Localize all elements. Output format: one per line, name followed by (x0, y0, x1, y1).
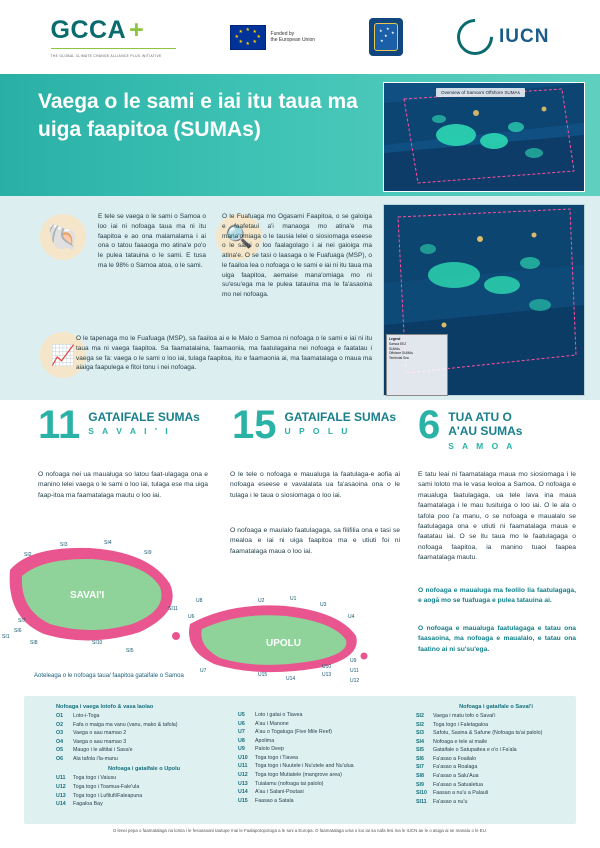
island-map-caption: Aoteleaga o le nofoaga taua/ faapitoa gataifale o Samoa (34, 673, 184, 679)
svg-text:U4: U4 (348, 614, 355, 620)
gcca-wordmark: GCCA (50, 16, 127, 44)
intro-paragraph-1: E tele se vaega o le sami o Samoa o loo iai ni nofoaga taua ma ni itu faapitoa e ao ona malamalama i ai ona o tatou faaaoga mo atina'e po'o le pulea tatauina o le sami. E tusa ma le 98% o Samoa atoa, o le sami. (98, 213, 206, 269)
svg-text:SI4: SI4 (104, 540, 112, 546)
table-row: O3 Vaega o aau mamao 2 (56, 730, 127, 737)
samoa-government-crest (369, 18, 403, 56)
legend-item: Samoa EEZ (389, 341, 407, 346)
table-row: O5 Maugo i le alititai i Sasa'e (56, 747, 133, 754)
logo-bar (0, 0, 600, 74)
svg-text:U15: U15 (258, 672, 268, 678)
offshore-sumas-map (383, 82, 585, 192)
legend-title: Legend (389, 337, 401, 341)
stat-number: 6 (418, 403, 441, 447)
table-spacer (238, 704, 408, 711)
table-row: U13 Tuialamu (nofoaga tai palolo) (238, 780, 324, 787)
stat-savaii (38, 403, 200, 447)
svg-text:SI11: SI11 (168, 606, 178, 612)
svg-text:U8: U8 (196, 598, 203, 604)
table-row: O6 Ala tafola i'la-manu (56, 755, 118, 762)
table-row: U10 Toga togo i Tiavea (238, 754, 298, 761)
table-row: SI6 Fa'asao a Foailalo (416, 755, 477, 762)
samoa-islands-graphic (0, 540, 380, 690)
stat-number: 11 (38, 403, 81, 447)
svg-text:U13: U13 (322, 672, 332, 678)
gcca-tagline: THE GLOBAL CLIMATE CHANGE ALLIANCE PLUS INITIATIVE (50, 54, 162, 58)
stat-upolu (232, 403, 397, 447)
intro-paragraph-2: O le Fuafuaga mo Ogasami Faapitoa, o se galoiga e faafetaui a'i manaoga mo atina'e ma mana'omiaga o le tausia lelei o siosiomaga eseese o le sami o loo faalagolago i ai nei gaioiga ma atina'e. O se tasi o laasaga o le Fuafuaga (MSP), o le faailoa lea o nofoaga o le sami e iai ni itu taua ma uiga faapitoa, aemaise mana'omiaga mo ni su'esu'ega ma le pulea tatauina ma le fa'asaoina mo nei nofoaga. (222, 213, 372, 298)
gcca-logo (51, 16, 176, 58)
table-row: SI2 Vaega i matu tofo o Savai'i (416, 713, 496, 719)
table-row: U8 Apolima (238, 737, 275, 744)
crest-shield-icon: ★ ★ ★ ★ ★ (374, 23, 398, 51)
svg-text:U10: U10 (322, 664, 332, 670)
stat-number: 15 (232, 403, 277, 447)
table-column-savaii (416, 704, 576, 806)
table-row: SI4 Nofoaga e tele ai maile (416, 738, 488, 745)
stat-label: GATAIFALE SUMAs (88, 410, 200, 424)
magnifier-icon: 🔍 (225, 224, 253, 249)
page-title: Vaega o le sami e iai itu taua ma uiga faapitoa (SUMAs) (38, 90, 358, 141)
svg-text:SI9: SI9 (144, 550, 152, 556)
iucn-logo (457, 19, 549, 55)
samoa-highlight-1: O nofoaga e maualuga ma feolilo lia faatulagaga, e aogā mo se fuafuaga e pulea tatauina ai. (418, 587, 576, 605)
offshore-map-graphic (384, 83, 584, 191)
table-row: U5 Loto i gatai o Tiavea (238, 712, 303, 718)
upolu-description-2: O nofoaga e maulalo faatulagaga, sa filifilia ona e tasi se mealoa e iai ni uiga faapitoa ma e utiuti foi ni faamatalaga maua o loo iai. (230, 527, 400, 555)
table-row: SI7 Fa'asao a Roalaga (416, 764, 478, 771)
table-row: SI9 Fa'asao a Satualetua (416, 781, 483, 788)
table-row: U11 Toga togo i Nuutele i Nu'utele and Nu'ulua (238, 763, 354, 770)
eu-flag-icon: ★ ★ ★ ★ ★ ★ ★ ★ (230, 25, 266, 50)
table-column-upolu (238, 704, 408, 805)
table-row: O1 Loto-i-Toga (56, 713, 100, 719)
table-row: U14 A'au i Salani-Poutasi (238, 789, 304, 796)
island-maps (0, 540, 380, 690)
legend-item: Territorial Sea (389, 356, 409, 361)
svg-text:UPOLU: UPOLU (266, 638, 301, 649)
table-heading: Nofoaga i vaega lotofo & vasa laolao (56, 704, 154, 710)
svg-text:SI6: SI6 (14, 628, 22, 634)
stat-samoa (418, 403, 534, 451)
table-row: O2 Fafa o maiga ma vanu (vanu, mako & tafola) (56, 721, 178, 728)
table-row: U6 A'au i Manone (238, 720, 289, 727)
iucn-circle-icon (450, 12, 501, 63)
table-column-offshore (56, 704, 232, 809)
eu-funding-text: Funded by the European Union (270, 30, 316, 43)
shell-icon-wrapper (40, 214, 86, 260)
stat-label: TUA ATU O A'AU SUMAs (448, 410, 523, 439)
savaii-description: O nofoaga nei ua maualuga so latou faat-ulagaga ona e manino lelei vaega o le sami o loo iai, tulaga ese ma uiga faap-itoa ma faamatalaga mautu o loo iai. (38, 471, 208, 499)
table-row: SI2 Toga togo i Faletagaloa (416, 721, 489, 728)
table-row: U12 Toga togo Mutiatele (mangrove area) (238, 772, 342, 779)
table-row: U12 Toga togo i Toamua-Fale'ula (56, 784, 140, 791)
table-row: SI5 Gataifale o Satupaitea e o'o i Fa'ala (416, 747, 517, 754)
table-row: O4 Vaega o aau mamao 3 (56, 738, 127, 745)
svg-text:U9: U9 (350, 658, 357, 664)
table-row: U14 Fagaloa Bay (56, 801, 103, 808)
iucn-wordmark: IUCN (499, 26, 550, 47)
shell-icon: 🐚 (46, 221, 80, 252)
legend-item: SUMAs (389, 346, 400, 351)
svg-text:U2: U2 (258, 598, 265, 604)
table-row: U9 Palolo Deep (238, 746, 284, 753)
svg-text:U7: U7 (200, 668, 207, 674)
table-row: U13 Toga togo i Lufilufi/Faleapuna (56, 792, 143, 799)
legend-item: Offshore SUMAs (389, 351, 413, 356)
samoa-description: E tatu leai ni faamatalaga maua mo siosiomaga i le sami loloto ma le vasa leoloa a Samoa. O nofoaga e maualuga faatulagaga, ua tele lava ina maua faamatalaga i le mau tusituiga o loo iai. O le ala o tafola poo i'a manu, o se nofoaga e maualalo se faatulagaga ona e utiuti ni faamatalaga maua e faatatau iai. O se itu taua mo le faatulagaga o nofoaga faapitoa, ia manino tuaoi faapea faamatalaga mautu. (418, 471, 576, 561)
table-row: U11 Toga togo i Vaiusu (56, 775, 117, 782)
table-row: SI11 Fa'asao a nu'u (416, 798, 468, 805)
table-row: U15 Faasao a Satala (238, 797, 294, 804)
table-row: U7 A'au o Togatuga (Five Mile Reef) (238, 729, 332, 736)
offshore-map-caption: Overview of Samoa's Offshore SUMAs (436, 88, 525, 97)
svg-text:SI2: SI2 (24, 552, 32, 558)
svg-text:SI3: SI3 (60, 542, 68, 548)
samoa-highlight-2: O nofoaga e maualuga faatulagaga e tatau ona faasaoina, ma nofoaga e maualalo, e tatau ona faatino ai ni su'su'ega. (418, 625, 576, 653)
table-row: SI3 Safotu, Sasina & Safune (Nofoaga ta'ai palolo) (416, 730, 543, 737)
intro-paragraph-3: O le tapenaga mo le Fuafuaga (MSP), sa faailoa ai e le Malo o Samoa ni nofoaga o le sami e iai ni itu taua ma ni vaega faapitoa. Sa faamatalaina, faamaonia, ma faatulagaina nei nofoaga e faatatau i vaega se fa: vaega o le sami o loo iai, tulaga faapitoa, itu e faamaonia ai, ma faamatalaga o maua ma aiaiga faapulega e fitoi tonu i nei nofoaga. (76, 335, 372, 372)
stat-locale: S A M O A (448, 440, 516, 451)
gcca-divider (51, 48, 176, 49)
upolu-description-1: O le tele o nofoaga e maualuga la faatulaga-e aofia ai nofoaga eseese e vavalalata ua fa'asaoina ona o le tulaga i le taua o siosiomaga o loo iai. (230, 471, 400, 499)
svg-text:U12: U12 (350, 678, 360, 684)
svg-text:U6: U6 (188, 614, 195, 620)
svg-text:SI1: SI1 (2, 634, 10, 640)
svg-text:SI10: SI10 (92, 640, 103, 646)
chart-icon: 📈 (50, 344, 76, 367)
table-row: SI10 Faasao a nu'u a Palauli (416, 790, 489, 797)
stat-locale: S A V A I ' I (88, 426, 171, 437)
stat-label: GATAIFALE SUMAs (284, 410, 397, 424)
footer-disclaimer: O lenei pepa o faamatalaga na lomia i le fesoasoani tautupe mai le Faalapotopotoga a le Iuni a Europa. O faamatalaga uma o loo iai sa nafa lesi ma le IUCN ae le o atuga ai se manatu o le EU. (112, 828, 488, 833)
table-heading: Nofoaga i gataifale o Savai'i (459, 704, 533, 710)
svg-text:SI7: SI7 (18, 618, 26, 624)
stat-locale: U P O L U (284, 426, 351, 437)
svg-text:U3: U3 (320, 602, 327, 608)
eu-funding-logo (230, 25, 315, 50)
gcca-plus-mark: + (129, 16, 144, 44)
svg-text:SI8: SI8 (30, 640, 38, 646)
svg-text:U11: U11 (350, 668, 359, 674)
map-legend (386, 334, 448, 396)
svg-text:SAVAI'I: SAVAI'I (70, 590, 105, 601)
svg-text:SI5: SI5 (126, 648, 134, 654)
svg-text:U1: U1 (290, 596, 297, 602)
svg-text:U14: U14 (286, 676, 296, 682)
suma-legend-tables (24, 696, 576, 824)
table-heading: Nofoaga i gataifale o Upolu (107, 766, 181, 773)
table-row: SI8 Fa'asao a Salu'Aua (416, 773, 479, 780)
